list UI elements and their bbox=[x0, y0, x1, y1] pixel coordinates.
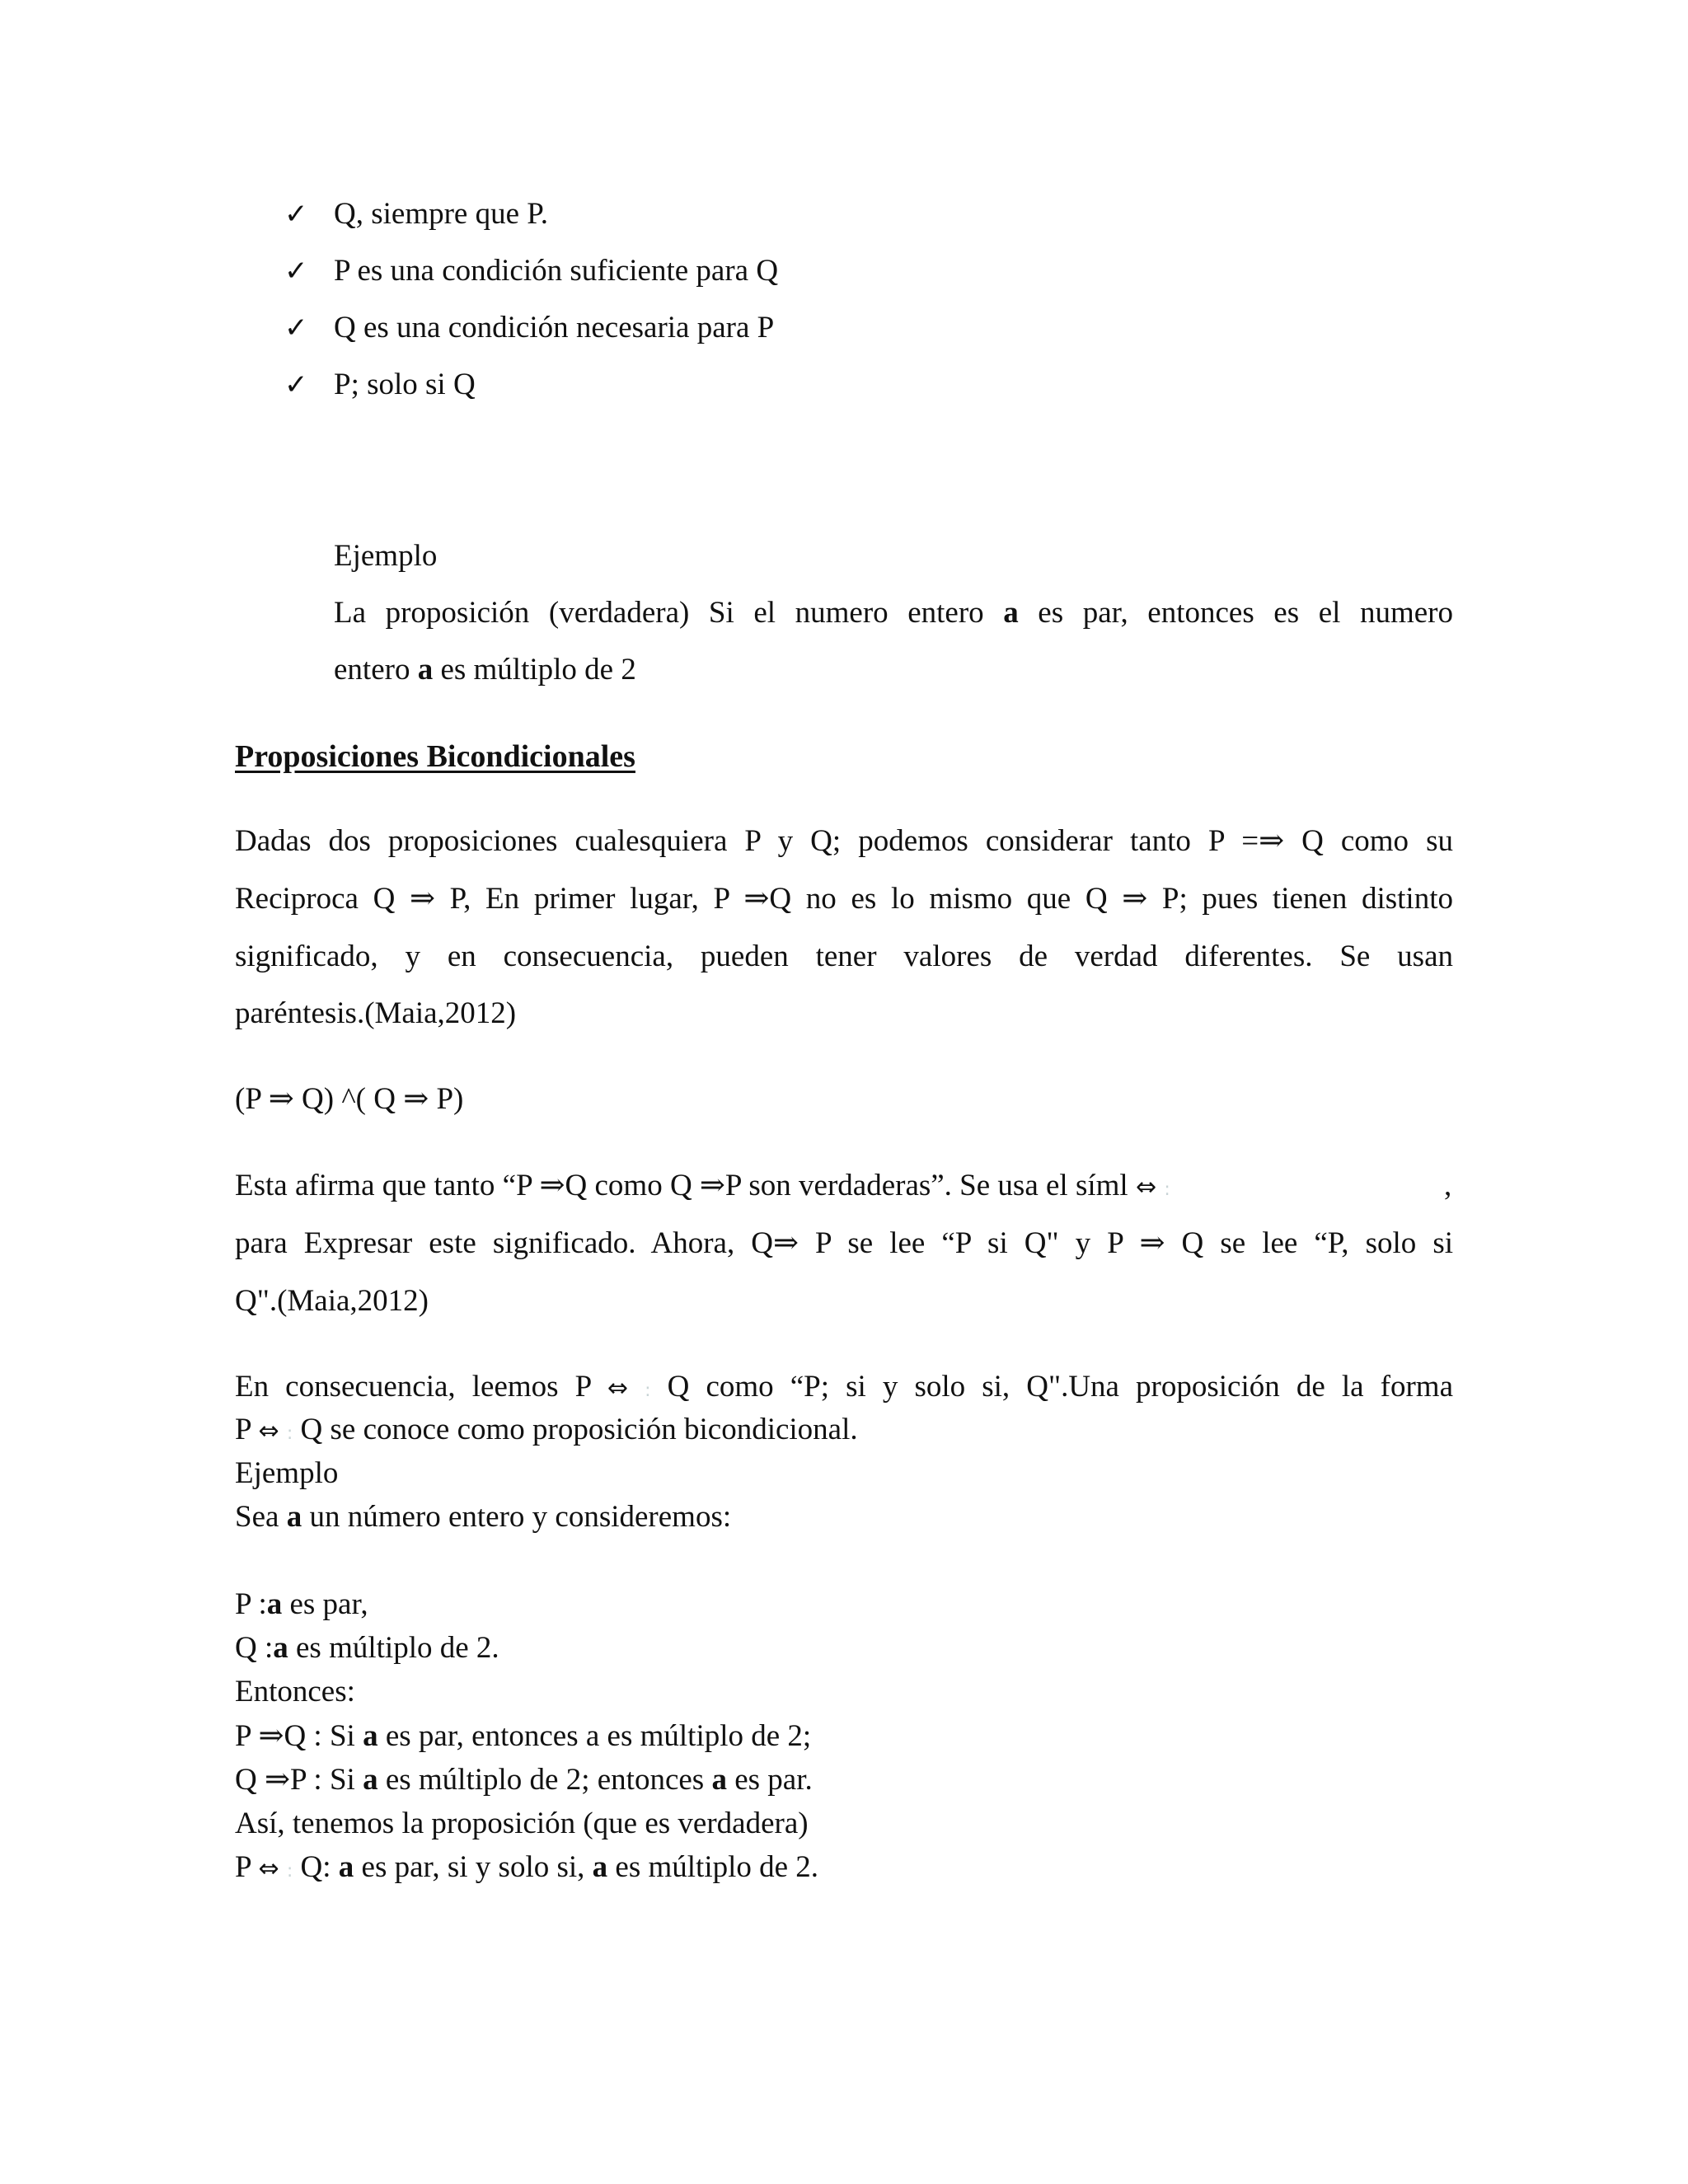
biconditional-icon: ⇔ bbox=[1135, 1173, 1157, 1202]
example-label: Ejemplo bbox=[334, 539, 438, 573]
implication-pq: P ⇒Q : Si a es par, entonces a es múltiplo de 2; bbox=[235, 1719, 812, 1753]
example-label: Ejemplo bbox=[235, 1456, 339, 1490]
entonces-label: Entonces: bbox=[235, 1675, 355, 1708]
example-text-line: La proposición (verdadera) Si el numero entero a es par, entonces es el numero bbox=[334, 596, 1453, 630]
checklist-item: P es una condición suficiente para Q bbox=[334, 254, 779, 288]
checkmark-icon: ✓ bbox=[284, 255, 308, 288]
checkmark-icon: ✓ bbox=[284, 312, 308, 344]
paragraph-line: Reciproca Q ⇒ P, En primer lugar, P ⇒Q no es lo mismo que Q ⇒ P; pues tienen distinto bbox=[235, 882, 1453, 916]
checkmark-icon: ✓ bbox=[284, 368, 308, 401]
biconditional-icon: ⇔ bbox=[607, 1374, 629, 1403]
formula: (P ⇒ Q) ^( Q ⇒ P) bbox=[235, 1082, 464, 1116]
paragraph-line: Q".(Maia,2012) bbox=[235, 1284, 429, 1318]
paragraph-line: Dadas dos proposiciones cualesquiera P y Q; podemos considerar tanto P =⇒ Q como su bbox=[235, 824, 1453, 858]
paragraph-line: significado, y en consecuencia, pueden tener valores de verdad diferentes. Se usan bbox=[235, 940, 1453, 973]
paragraph-line: P ⇔ : Q se conoce como proposición bicondicional. bbox=[235, 1413, 858, 1446]
checklist-item: Q es una condición necesaria para P bbox=[334, 311, 775, 344]
example-intro: Sea a un número entero y consideremos: bbox=[235, 1500, 732, 1534]
example-text-line: entero a es múltiplo de 2 bbox=[334, 653, 636, 687]
biconditional-icon: ⇔ bbox=[258, 1417, 279, 1446]
biconditional-statement: P ⇔ : Q: a es par, si y solo si, a es múltiplo de 2. bbox=[235, 1850, 819, 1884]
section-heading: Proposiciones Bicondicionales bbox=[235, 739, 635, 774]
paragraph-line: para Expresar este significado. Ahora, Q⇒ P se lee “P si Q" y P ⇒ Q se lee “P, solo si bbox=[235, 1226, 1453, 1260]
definition-p: P :a es par, bbox=[235, 1587, 368, 1621]
implication-qp: Q ⇒P : Si a es múltiplo de 2; entonces a es par. bbox=[235, 1763, 813, 1797]
conclusion-intro: Así, tenemos la proposición (que es verdadera) bbox=[235, 1807, 809, 1840]
checkmark-icon: ✓ bbox=[284, 198, 308, 231]
definition-q: Q :a es múltiplo de 2. bbox=[235, 1631, 499, 1665]
checklist-item: Q, siempre que P. bbox=[334, 197, 548, 231]
biconditional-icon: ⇔ bbox=[258, 1854, 279, 1883]
paragraph-line: En consecuencia, leemos P ⇔ : Q como “P; si y solo si, Q".Una proposición de la forma bbox=[235, 1370, 1453, 1404]
paragraph-comma: , bbox=[1444, 1169, 1452, 1202]
paragraph-line: paréntesis.(Maia,2012) bbox=[235, 996, 517, 1030]
paragraph-line: Esta afirma que tanto “P ⇒Q como Q ⇒P son verdaderas”. Se usa el síml ⇔ : bbox=[235, 1169, 1170, 1202]
checklist-item: P; solo si Q bbox=[334, 368, 476, 401]
